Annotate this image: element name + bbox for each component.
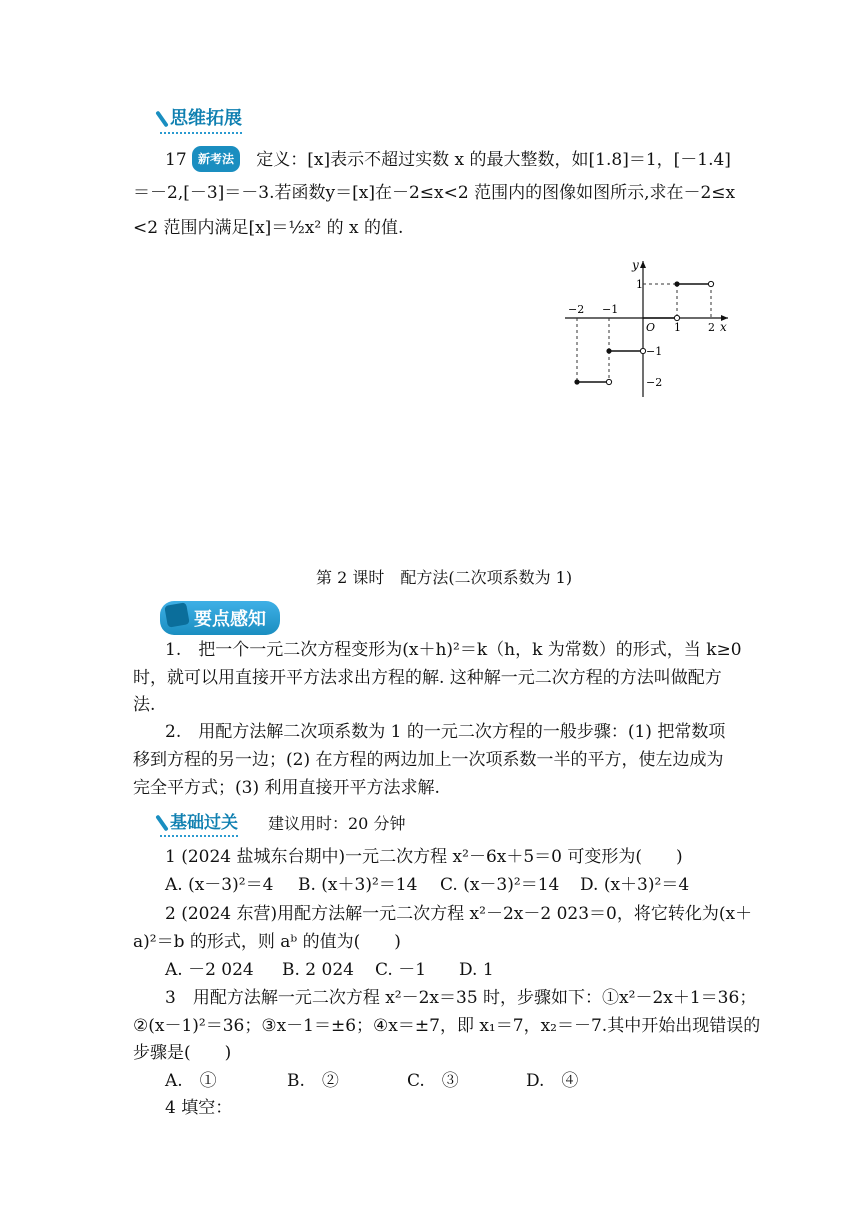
x-tick-neg2: −2 [568,303,585,316]
x-axis-label: x [720,320,727,334]
question-3-line2: ②(x－1)²＝36；③x－1＝±6；④x＝±7，即 x₁＝7，x₂＝－7.其中开始出现错误的 [133,1016,761,1036]
key-point-2-line1: 2. 用配方法解二次项系数为 1 的一元二次方程的一般步骤：(1) 把常数项 [165,722,726,742]
q1-option-b: B. (x＋3)²＝14 [298,875,418,895]
x-tick-1: 1 [674,321,681,334]
x-tick-neg1: −1 [602,303,619,316]
pen-icon [155,110,169,127]
question-4: 4 填空： [165,1098,233,1118]
problem-17-line2: ＝－2,[－3]＝－3.若函数y＝[x]在－2≤x<2 范围内的图像如图所示,求在－2≤x [133,183,736,203]
question-3-line3: 步骤是( ) [133,1043,232,1063]
q1-option-a: A. (x－3)²＝4 [165,875,274,895]
q3-option-b: B. ② [287,1071,339,1091]
section-banner-thinking-label: 思维拓展 [170,108,242,129]
origin-label: O [646,321,656,334]
section-banner-basics [160,808,238,833]
q2-option-a: A. －2 024 [165,960,254,980]
problem-17-text-1: 定义：[x]表示不超过实数 x 的最大整数，如[1.8]＝1，[－1.4] [256,150,731,170]
q3-option-c: C. ③ [407,1071,459,1091]
q1-option-c: C. (x－3)²＝14 [440,875,560,895]
y-axis-label: y [632,258,639,272]
key-points-banner [160,601,280,635]
question-2-line1: 2 (2024 东营)用配方法解一元二次方程 x²－2x－2 023＝0，将它转化为(x＋ [165,904,753,924]
lesson-title: 第 2 课时 配方法(二次项系数为 1) [316,568,573,587]
q3-option-a: A. ① [165,1071,217,1091]
key-points-banner-label: 要点感知 [194,609,266,630]
x-tick-2: 2 [708,321,715,334]
q2-option-d: D. 1 [459,960,494,980]
flag-icon [164,602,189,627]
y-tick-neg1: −1 [646,345,663,358]
section-banner-basics-label: 基础过关 [170,813,238,833]
q1-option-d: D. (x＋3)²＝4 [580,875,690,895]
pen-icon [155,814,169,831]
key-point-1-line3: 法. [133,695,156,715]
q3-option-d: D. ④ [526,1071,579,1091]
problem-number: 17 [165,150,187,170]
step-function-graph [560,255,740,405]
key-point-1-line1: 1. 把一个一元二次方程变形为(x＋h)²＝k（h，k 为常数）的形式，当 k≥0 [165,640,742,660]
q2-option-b: B. 2 024 [282,960,354,980]
problem-17-line1 [165,146,731,172]
suggested-time: 建议用时：20 分钟 [268,814,406,833]
question-1: 1 (2024 盐城东台期中)一元二次方程 x²－6x＋5＝0 可变形为( ) [165,847,683,867]
y-tick-1: 1 [636,278,643,291]
new-method-badge: 新考法 [192,146,240,172]
key-point-2-line2: 移到方程的另一边；(2) 在方程的两边加上一次项系数一半的平方，使左边成为 [133,750,724,770]
q2-option-c: C. －1 [375,960,427,980]
key-point-1-line2: 时，就可以用直接开平方法求出方程的解. 这种解一元二次方程的方法叫做配方 [133,668,722,688]
y-tick-neg2: −2 [646,376,663,389]
question-2-line2: a)²＝b 的形式，则 aᵇ 的值为( ) [133,932,401,952]
key-point-2-line3: 完全平方式；(3) 利用直接开平方法求解. [133,778,440,798]
question-3-line1: 3 用配方法解一元二次方程 x²－2x＝35 时，步骤如下：①x²－2x＋1＝36； [165,988,757,1008]
section-banner-thinking [160,104,242,130]
problem-17-line3: <2 范围内满足[x]＝½x² 的 x 的值. [133,218,404,238]
